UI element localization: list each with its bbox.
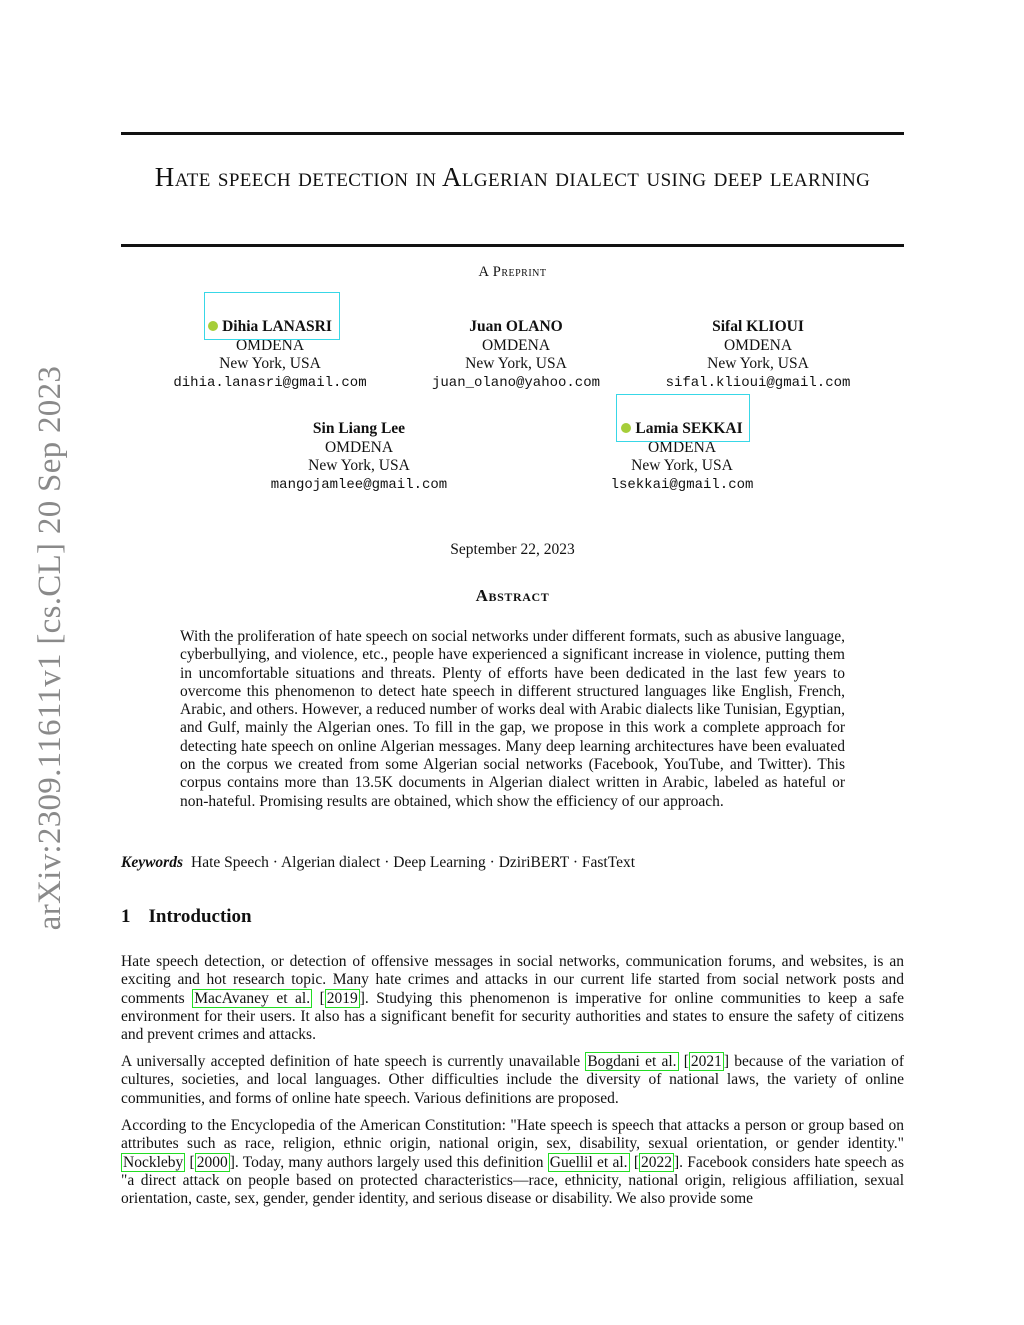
abstract-heading: Abstract [475, 586, 550, 605]
citation-year-link[interactable]: 2019 [326, 989, 358, 1007]
preprint-label: A Preprint [478, 264, 547, 280]
author-affiliation: OMDENA [723, 336, 793, 354]
abstract-text: With the proliferation of hate speech on social networks under different formats, such as abusive language, cyberbullying, and violence, etc., people have experienced a significant increase in violence, putting them in uncomfortable situations and threats. Plenty of efforts have been dedicated in the last few years to overcome this phenomenon to detect hate speech in different structured languages like English, French, Arabic, and others. However, a reduced number of works deal with Arabic dialects like Tunisian, Egyptian, and Gulf, mainly the Algerian ones. To fill in the gap, we propose in this work a complete approach for detecting hate speech on online Algerian messages. Many deep learning architectures have been evaluated on the corpus we created from some Algerian social networks (Facebook, YouTube, and Twitter). This corpus contains more than 13.5K documents in Algerian dialect written in Arabic, labeled as hateful or non-hateful. Promising results are obtained, which show the efficiency of our approach. [180, 628, 845, 810]
author-email[interactable]: mangojamlee@gmail.com [270, 476, 448, 493]
author-email[interactable]: dihia.lanasri@gmail.com [173, 374, 367, 391]
author-email[interactable]: juan_olano@yahoo.com [431, 374, 601, 391]
author-location: New York, USA [707, 355, 809, 372]
arxiv-identifier-stamp: arXiv:2309.11611v1 [cs.CL] 20 Sep 2023 [32, 365, 68, 931]
keywords-label: Keywords [121, 854, 183, 871]
keywords-line [121, 854, 904, 872]
citation-year-link[interactable]: 2021 [690, 1053, 722, 1070]
author-location: New York, USA [465, 355, 567, 372]
citation-year-link[interactable]: 2022 [640, 1153, 672, 1171]
citation-link[interactable]: Nockleby [123, 1153, 184, 1171]
author-name: Sifal KLIOUI [712, 318, 804, 335]
author-block [628, 318, 888, 392]
author-block [229, 420, 489, 494]
author-affiliation: OMDENA [481, 336, 551, 354]
keywords-text: Hate Speech · Algerian dialect · Deep Learning · DziriBERT · FastText [191, 854, 636, 871]
orcid-link-box[interactable] [204, 292, 340, 340]
orcid-link-box[interactable] [616, 394, 750, 442]
publication-date: September 22, 2023 [450, 541, 575, 558]
author-location: New York, USA [631, 457, 733, 474]
author-location: New York, USA [308, 457, 410, 474]
intro-paragraph: A universally accepted definition of hate speech is currently unavailable Bogdani et al. [ 2021 ] because of the variation of cultures, societies, and local languages. Other difficulties include the diversity of national laws, the variety of online communities, and forms of online hate speech. Various definitions are proposed. [121, 1053, 904, 1107]
author-affiliation: OMDENA [235, 336, 305, 354]
citation-link[interactable]: Bogdani et al. [587, 1053, 677, 1070]
title-bottom-rule [121, 244, 904, 247]
author-name: Sin Liang Lee [312, 420, 406, 437]
citation-link[interactable]: Guellil et al. [549, 1153, 628, 1171]
author-name: Dihia LANASRI [140, 318, 400, 337]
section-number: 1 [121, 906, 131, 927]
section-title: Introduction [148, 906, 252, 927]
intro-paragraph: According to the Encyclopedia of the American Constitution: "Hate speech is speech that attacks a person or group based on attributes such as race, religion, ethnic origin, national origin, sex, disability, sexual orientation, or gender identity." Nockleby [ 2000 ]. Today, many authors largely used this definition Guellil et al. [ 2022 ]. Facebook considers hate speech as "a direct attack on people based on protected characteristics—race, ethnicity, national origin, religious affiliation, sexual orientation, caste, sex, gender, gender identity, and serious disease or disability. We also provide some [121, 1117, 904, 1208]
citation-year-link[interactable]: 2000 [196, 1153, 228, 1171]
author-affiliation: OMDENA [324, 438, 394, 456]
author-affiliation: OMDENA [647, 438, 717, 456]
title-top-rule [121, 132, 904, 135]
author-name: Lamia SEKKAI [552, 420, 812, 439]
author-email[interactable]: lsekkai@gmail.com [610, 476, 754, 493]
section-heading [121, 906, 904, 928]
author-location: New York, USA [219, 355, 321, 372]
author-name: Juan OLANO [469, 318, 563, 335]
author-email[interactable]: sifal.klioui@gmail.com [665, 374, 851, 391]
intro-paragraph: Hate speech detection, or detection of offensive messages in social networks, communication forums, and websites, is an exciting and hot research topic. Many hate crimes and attacks in our current life started from social network posts and comments MacAvaney et al. [ 2019 ]. Studying this phenomenon is imperative for online communities to keep a safe environment for their users. It also has a significant benefit for security authorities and states to ensure the safety of citizens and prevent crimes and attacks. [121, 953, 904, 1044]
author-block [386, 318, 646, 392]
paper-title: Hate speech detection in Algerian dialect using deep learning [154, 162, 871, 192]
citation-link[interactable]: MacAvaney et al. [194, 989, 311, 1007]
